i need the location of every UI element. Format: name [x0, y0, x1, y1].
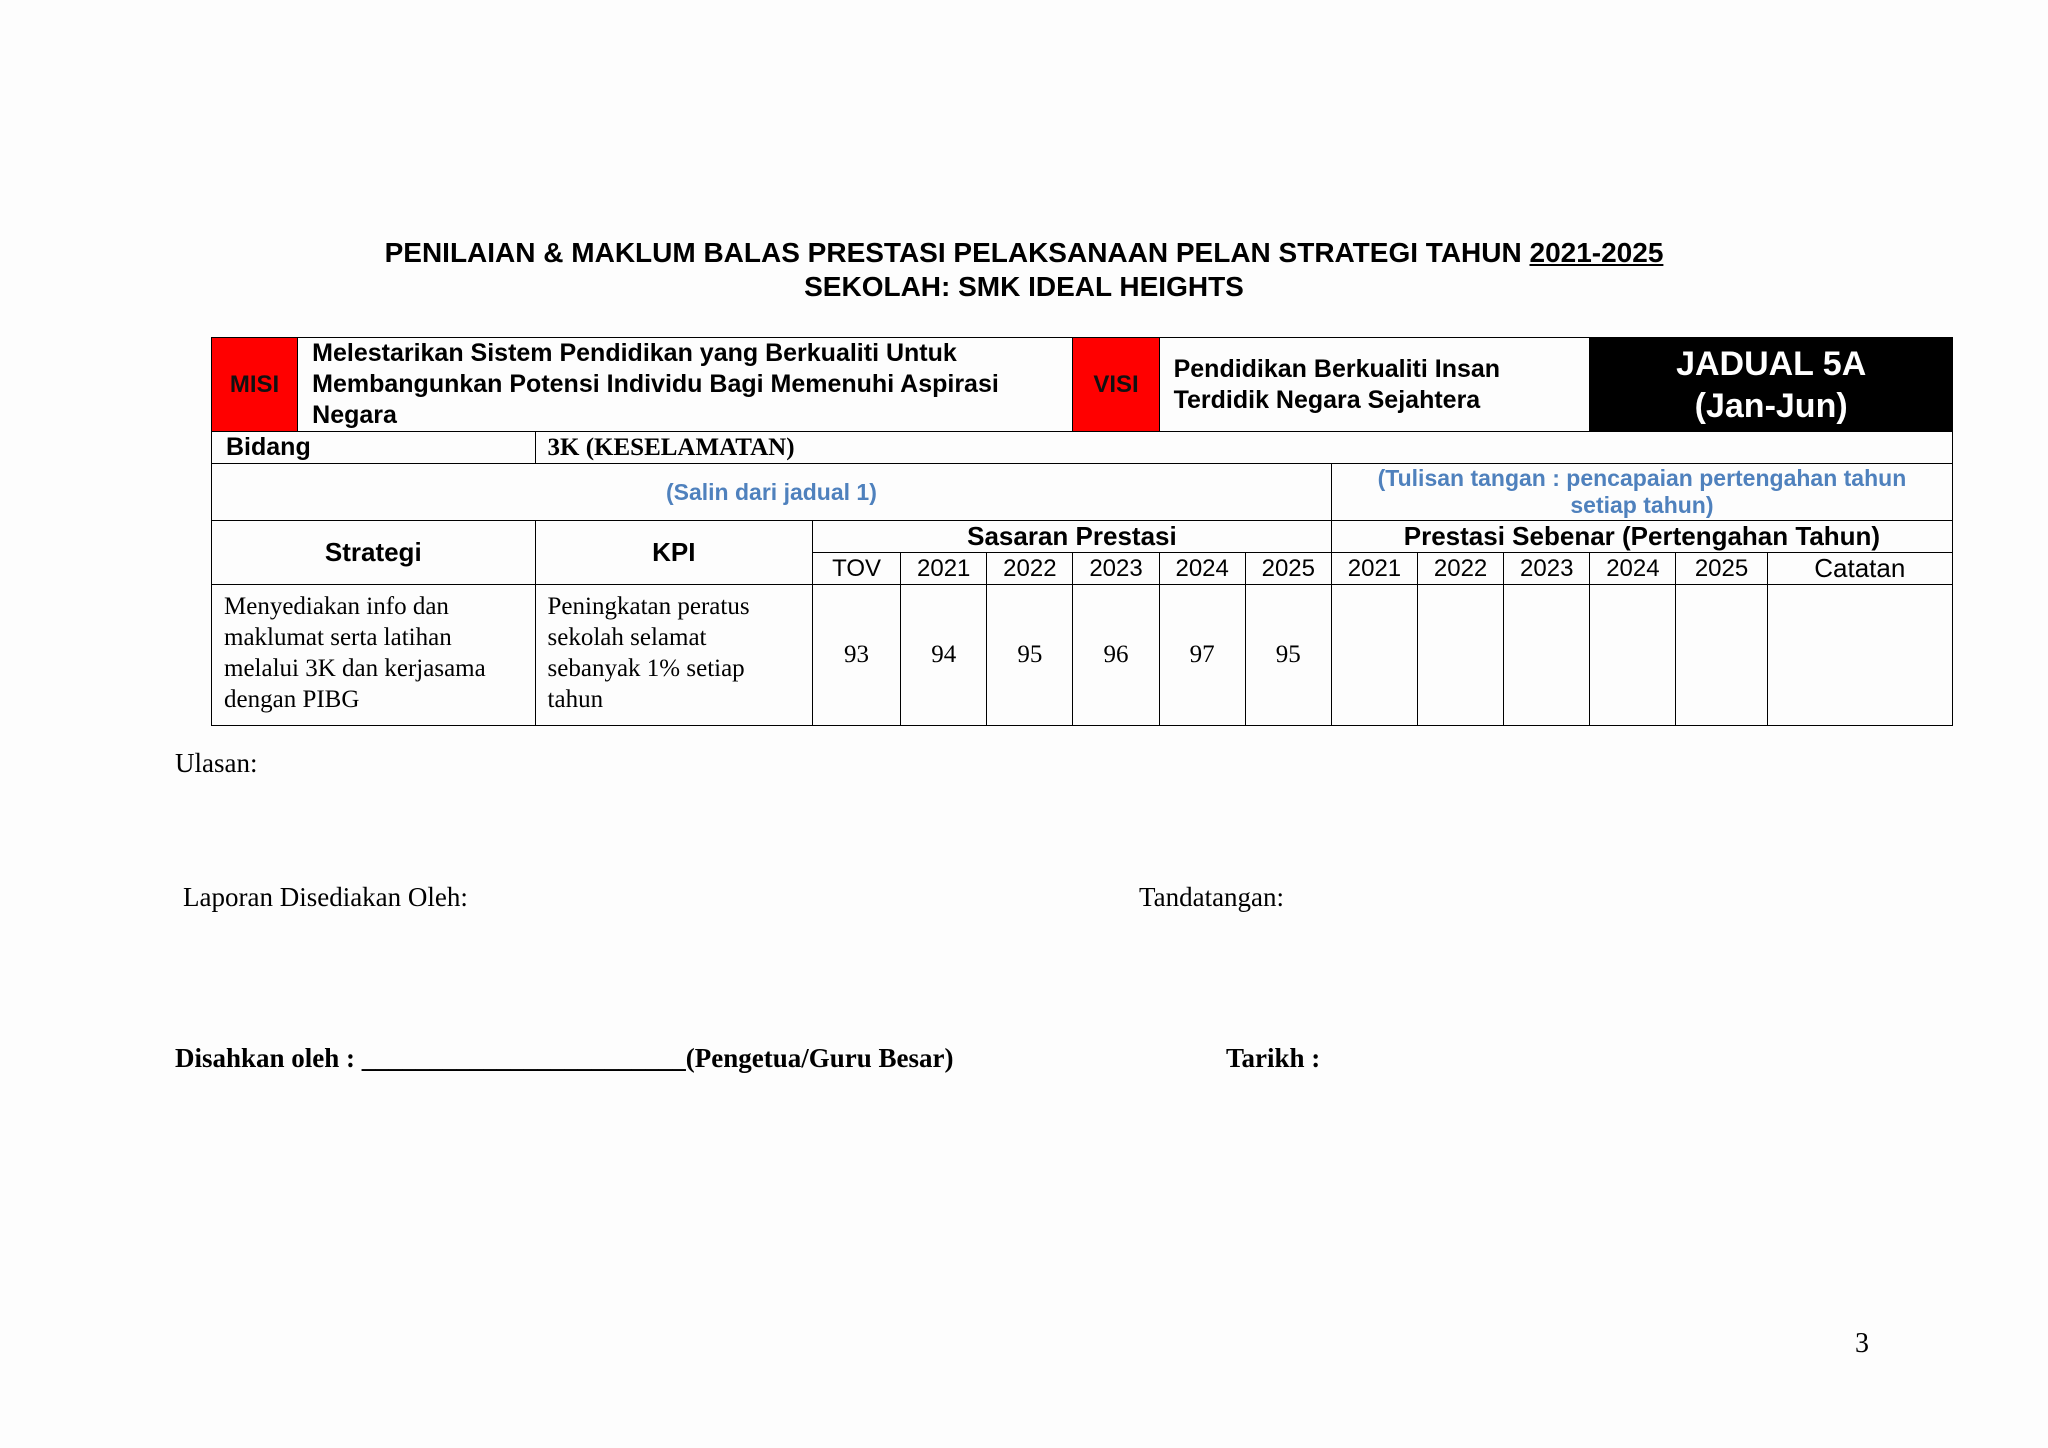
page-number: 3: [1855, 1328, 1869, 1359]
prestasi-header: Prestasi Sebenar (Pertengahan Tahun): [1331, 521, 1952, 553]
sasaran-value-2021: 94: [901, 585, 987, 726]
prestasi-value-2025[interactable]: [1676, 585, 1767, 726]
prestasi-value-2023[interactable]: [1504, 585, 1590, 726]
salin-note: (Salin dari jadual 1): [212, 464, 1332, 521]
visi-text-line-1: Pendidikan Berkualiti Insan: [1173, 354, 1501, 383]
tandatangan-label: Tandatangan:: [1139, 882, 1285, 912]
tulisan-note-line-1: (Tulisan tangan : pencapaian pertengahan tahun: [1377, 465, 1907, 491]
kpi-header: KPI: [535, 521, 812, 585]
kpi-line: sebanyak 1% setiap: [547, 655, 745, 682]
title-line-1: [0, 236, 2048, 270]
visi-label: VISI: [1073, 338, 1159, 432]
catatan-value[interactable]: [1767, 585, 1952, 726]
sasaran-value-2023: 96: [1073, 585, 1159, 726]
prestasi-year-header: 2021: [1331, 553, 1417, 585]
misi-text: [298, 338, 1073, 432]
title-prefix: PENILAIAN & MAKLUM BALAS PRESTASI PELAKSANAAN PELAN STRATEGI TAHUN: [384, 237, 1530, 268]
prestasi-year-header: 2023: [1504, 553, 1590, 585]
prestasi-year-header: 2024: [1590, 553, 1676, 585]
sasaran-header: Sasaran Prestasi: [812, 521, 1331, 553]
strategy-table: [211, 337, 1953, 726]
strategi-line: melalui 3K dan kerjasama: [224, 655, 486, 682]
title-years: 2021-2025: [1529, 237, 1664, 268]
kpi-cell: [535, 585, 812, 726]
sasaran-year-header: 2023: [1073, 553, 1159, 585]
jadual-badge: [1590, 338, 1953, 432]
strategi-line: maklumat serta latihan: [224, 624, 452, 651]
sasaran-value-2024: 97: [1159, 585, 1245, 726]
prestasi-year-header: 2025: [1676, 553, 1767, 585]
sasaran-year-header: TOV: [812, 553, 900, 585]
bidang-label: Bidang: [212, 432, 536, 464]
strategi-cell: [212, 585, 536, 726]
kpi-line: sekolah selamat: [547, 624, 707, 651]
tulisan-note: [1331, 464, 1952, 521]
tulisan-note-line-2: setiap tahun): [1570, 492, 1714, 518]
prestasi-value-2024[interactable]: [1590, 585, 1676, 726]
ulasan-label: Ulasan:: [175, 748, 258, 778]
bidang-value: 3K (KESELAMATAN): [535, 432, 1952, 464]
kpi-line: tahun: [547, 686, 604, 713]
visi-text: [1159, 338, 1590, 432]
sasaran-value-tov: 93: [812, 585, 900, 726]
jadual-title: JADUAL 5A: [1676, 344, 1867, 383]
misi-text-line-2: Membangunkan Potensi Individu Bagi Memenuhi Aspirasi Negara: [312, 370, 999, 429]
prestasi-value-2022[interactable]: [1418, 585, 1504, 726]
jadual-period: (Jan-Jun): [1694, 386, 1848, 425]
sasaran-value-2022: 95: [987, 585, 1073, 726]
prestasi-value-2021[interactable]: [1331, 585, 1417, 726]
disahkan-line: Disahkan oleh : ________________________(Pengetua/Guru Besar): [175, 1043, 954, 1073]
sasaran-year-header: 2021: [901, 553, 987, 585]
document-title: [0, 236, 2048, 304]
strategi-line: dengan PIBG: [224, 686, 360, 713]
catatan-header: Catatan: [1767, 553, 1952, 585]
sasaran-year-header: 2024: [1159, 553, 1245, 585]
sasaran-year-header: 2022: [987, 553, 1073, 585]
prestasi-year-header: 2022: [1418, 553, 1504, 585]
strategi-line: Menyediakan info dan: [224, 593, 449, 620]
misi-text-line-1: Melestarikan Sistem Pendidikan yang Berkualiti Untuk: [312, 339, 957, 367]
tarikh-label: Tarikh :: [1226, 1043, 1321, 1073]
laporan-label: Laporan Disediakan Oleh:: [183, 882, 468, 912]
title-line-2: SEKOLAH: SMK IDEAL HEIGHTS: [804, 271, 1244, 302]
strategi-header: Strategi: [212, 521, 536, 585]
sasaran-value-2025: 95: [1245, 585, 1331, 726]
visi-text-line-2: Terdidik Negara Sejahtera: [1173, 385, 1481, 414]
kpi-line: Peningkatan peratus: [547, 593, 750, 620]
sasaran-year-header: 2025: [1245, 553, 1331, 585]
misi-label: MISI: [212, 338, 298, 432]
